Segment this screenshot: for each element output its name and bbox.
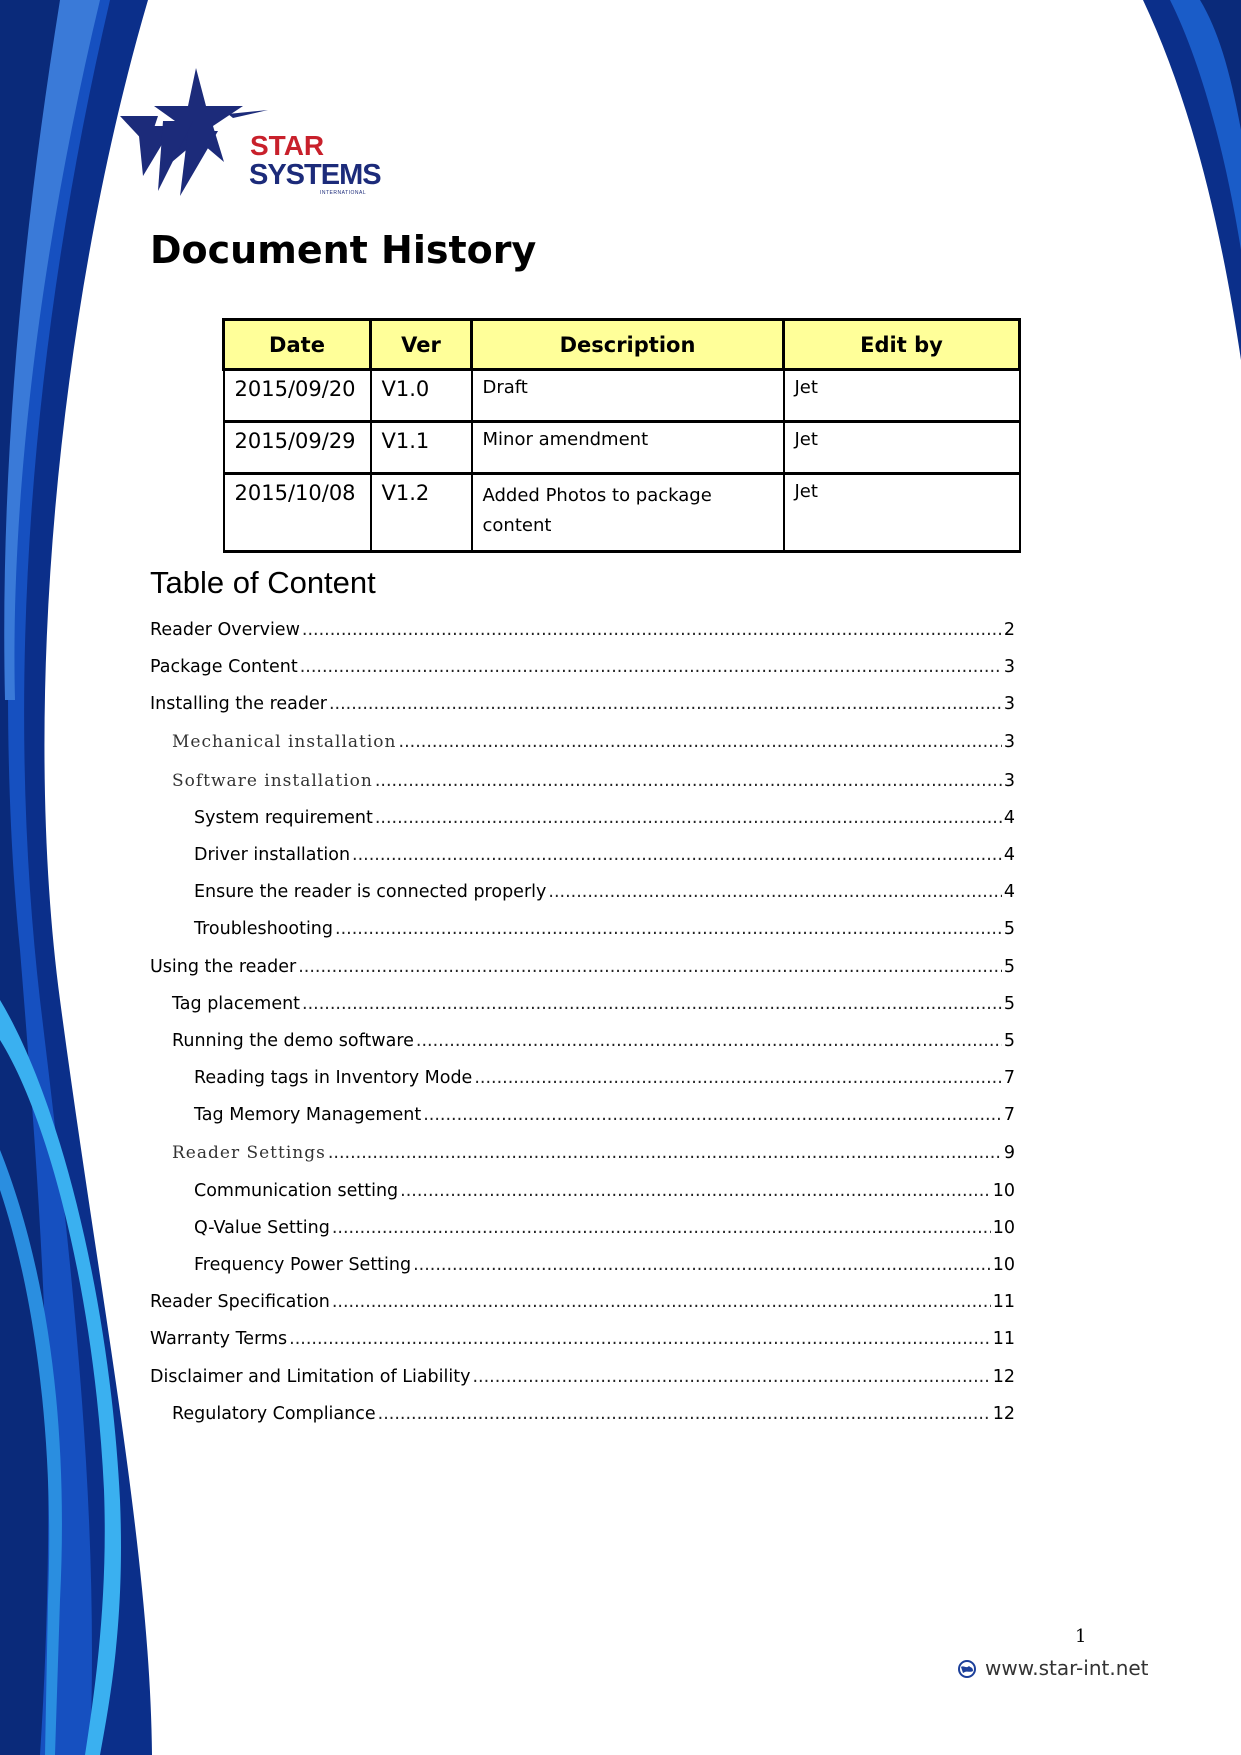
toc-entry-text: System requirement <box>194 808 373 828</box>
toc-dot-leader <box>399 732 1002 752</box>
table-row <box>224 370 1020 422</box>
cell-date: 2015/10/08 <box>224 474 371 552</box>
cell-edit-by: Jet <box>784 474 1020 552</box>
toc-page-number: 12 <box>992 1404 1015 1424</box>
toc-dot-leader <box>474 1068 1002 1088</box>
toc-page-number: 11 <box>992 1292 1015 1312</box>
toc-entry-text: Tag placement <box>172 994 301 1014</box>
toc-dot-leader <box>548 882 1001 902</box>
toc-page-number: 5 <box>1003 957 1015 977</box>
table-row <box>224 422 1020 474</box>
toc-entry[interactable] <box>172 771 1015 791</box>
history-table <box>222 318 1021 553</box>
toc-page-number: 4 <box>1003 808 1015 828</box>
toc-dot-leader <box>300 657 1002 677</box>
cell-edit-by: Jet <box>784 422 1020 474</box>
toc-entry-text: Using the reader <box>150 957 297 977</box>
toc-page-number: 10 <box>992 1218 1015 1238</box>
toc-dot-leader <box>413 1255 991 1275</box>
toc-dot-leader <box>329 694 1002 714</box>
page-number: 1 <box>1075 1626 1087 1647</box>
toc-entry[interactable] <box>194 808 1015 828</box>
toc-entry-text: Package Content <box>150 657 298 677</box>
cell-description: Added Photos to package content <box>472 474 784 552</box>
toc-entry[interactable] <box>194 882 1015 902</box>
toc-dot-leader <box>332 1292 991 1312</box>
toc-entry[interactable] <box>150 620 1015 640</box>
toc-entry-text: Communication setting <box>194 1181 399 1201</box>
toc-dot-leader <box>302 994 1002 1014</box>
header-edit-by: Edit by <box>784 320 1020 370</box>
cell-date: 2015/09/29 <box>224 422 371 474</box>
toc-entry[interactable] <box>194 919 1015 939</box>
toc-page-number: 7 <box>1003 1068 1015 1088</box>
toc-page-number: 3 <box>1003 657 1015 677</box>
toc-entry-text: Reader Specification <box>150 1292 330 1312</box>
logo-text-star: STAR <box>250 130 325 161</box>
globe-icon <box>958 1660 976 1678</box>
toc-dot-leader <box>375 808 1002 828</box>
website-link[interactable]: www.star-int.net <box>985 1656 1149 1680</box>
toc-entry[interactable] <box>172 732 1015 752</box>
toc-entry-text: Reader Settings <box>172 1143 326 1163</box>
toc-page-number: 2 <box>1003 620 1015 640</box>
toc-page-number: 4 <box>1003 882 1015 902</box>
toc-page-number: 4 <box>1003 845 1015 865</box>
toc-entry[interactable] <box>194 1181 1015 1201</box>
toc-dot-leader <box>375 771 1002 791</box>
toc-page-number: 3 <box>1003 732 1015 752</box>
logo-text-systems: SYSTEMS <box>249 159 381 191</box>
toc-entry[interactable] <box>150 657 1015 677</box>
toc-entry-text: Troubleshooting <box>194 919 334 939</box>
toc-dot-leader <box>352 845 1002 865</box>
toc-entry[interactable] <box>194 845 1015 865</box>
toc-dot-leader <box>289 1329 991 1349</box>
toc-page-number: 7 <box>1003 1105 1015 1125</box>
toc-dot-leader <box>335 919 1002 939</box>
header-date: Date <box>224 320 371 370</box>
toc-dot-leader <box>332 1218 991 1238</box>
toc-dot-leader <box>378 1404 991 1424</box>
page-title: Document History <box>150 228 537 272</box>
toc-title: Table of Content <box>150 565 376 600</box>
toc-entry[interactable] <box>150 1367 1015 1387</box>
toc-dot-leader <box>416 1031 1002 1051</box>
toc-page-number: 5 <box>1003 1031 1015 1051</box>
toc-entry-text: Warranty Terms <box>150 1329 288 1349</box>
toc-dot-leader <box>302 620 1002 640</box>
toc-dot-leader <box>423 1105 1002 1125</box>
toc-page-number: 5 <box>1003 994 1015 1014</box>
toc-page-number: 11 <box>992 1329 1015 1349</box>
header-ver: Ver <box>371 320 472 370</box>
toc-entry-text: Reader Overview <box>150 620 300 640</box>
toc-entry-text: Regulatory Compliance <box>172 1404 376 1424</box>
toc-entry[interactable] <box>172 1143 1015 1163</box>
logo-text-international: INTERNATIONAL <box>320 190 367 196</box>
cell-description: Draft <box>472 370 784 422</box>
cell-ver: V1.0 <box>371 370 472 422</box>
toc-entry-text: Frequency Power Setting <box>194 1255 412 1275</box>
toc-entry-text: Software installation <box>172 771 373 791</box>
toc-dot-leader <box>298 957 1002 977</box>
toc-entry[interactable] <box>150 957 1015 977</box>
cell-date: 2015/09/20 <box>224 370 371 422</box>
header-description: Description <box>472 320 784 370</box>
toc-entry-text: Running the demo software <box>172 1031 414 1051</box>
toc-entry-text: Driver installation <box>194 845 351 865</box>
toc-entry-text: Installing the reader <box>150 694 327 714</box>
toc-entry-text: Mechanical installation <box>172 732 397 752</box>
toc-entry[interactable] <box>172 994 1015 1014</box>
toc-page-number: 9 <box>1003 1143 1015 1163</box>
toc-entry[interactable] <box>172 1404 1015 1424</box>
toc-page-number: 5 <box>1003 919 1015 939</box>
toc-entry-text: Ensure the reader is connected properly <box>194 882 547 902</box>
table-header-row <box>224 320 1020 370</box>
toc-dot-leader <box>328 1143 1002 1163</box>
toc-entry-text: Reading tags in Inventory Mode <box>194 1068 473 1088</box>
toc-page-number: 10 <box>992 1255 1015 1275</box>
cell-ver: V1.2 <box>371 474 472 552</box>
toc-entry[interactable] <box>194 1218 1015 1238</box>
cell-ver: V1.1 <box>371 422 472 474</box>
toc-page-number: 3 <box>1003 771 1015 791</box>
toc-entry[interactable] <box>172 1031 1015 1051</box>
toc-entry-text: Q-Value Setting <box>194 1218 330 1238</box>
cell-edit-by: Jet <box>784 370 1020 422</box>
toc-entry[interactable] <box>150 1329 1015 1349</box>
toc-entry[interactable] <box>150 694 1015 714</box>
toc-entry-text: Tag Memory Management <box>194 1105 422 1125</box>
toc-entry-text: Disclaimer and Limitation of Liability <box>150 1367 471 1387</box>
toc-page-number: 3 <box>1003 694 1015 714</box>
toc-page-number: 12 <box>992 1367 1015 1387</box>
cell-description: Minor amendment <box>472 422 784 474</box>
toc-dot-leader <box>472 1367 990 1387</box>
table-row <box>224 474 1020 552</box>
toc-dot-leader <box>400 1181 991 1201</box>
toc-entry[interactable] <box>150 1292 1015 1312</box>
toc-entry[interactable] <box>194 1068 1015 1088</box>
toc-entry[interactable] <box>194 1255 1015 1275</box>
toc-page-number: 10 <box>992 1181 1015 1201</box>
toc-entry[interactable] <box>194 1105 1015 1125</box>
